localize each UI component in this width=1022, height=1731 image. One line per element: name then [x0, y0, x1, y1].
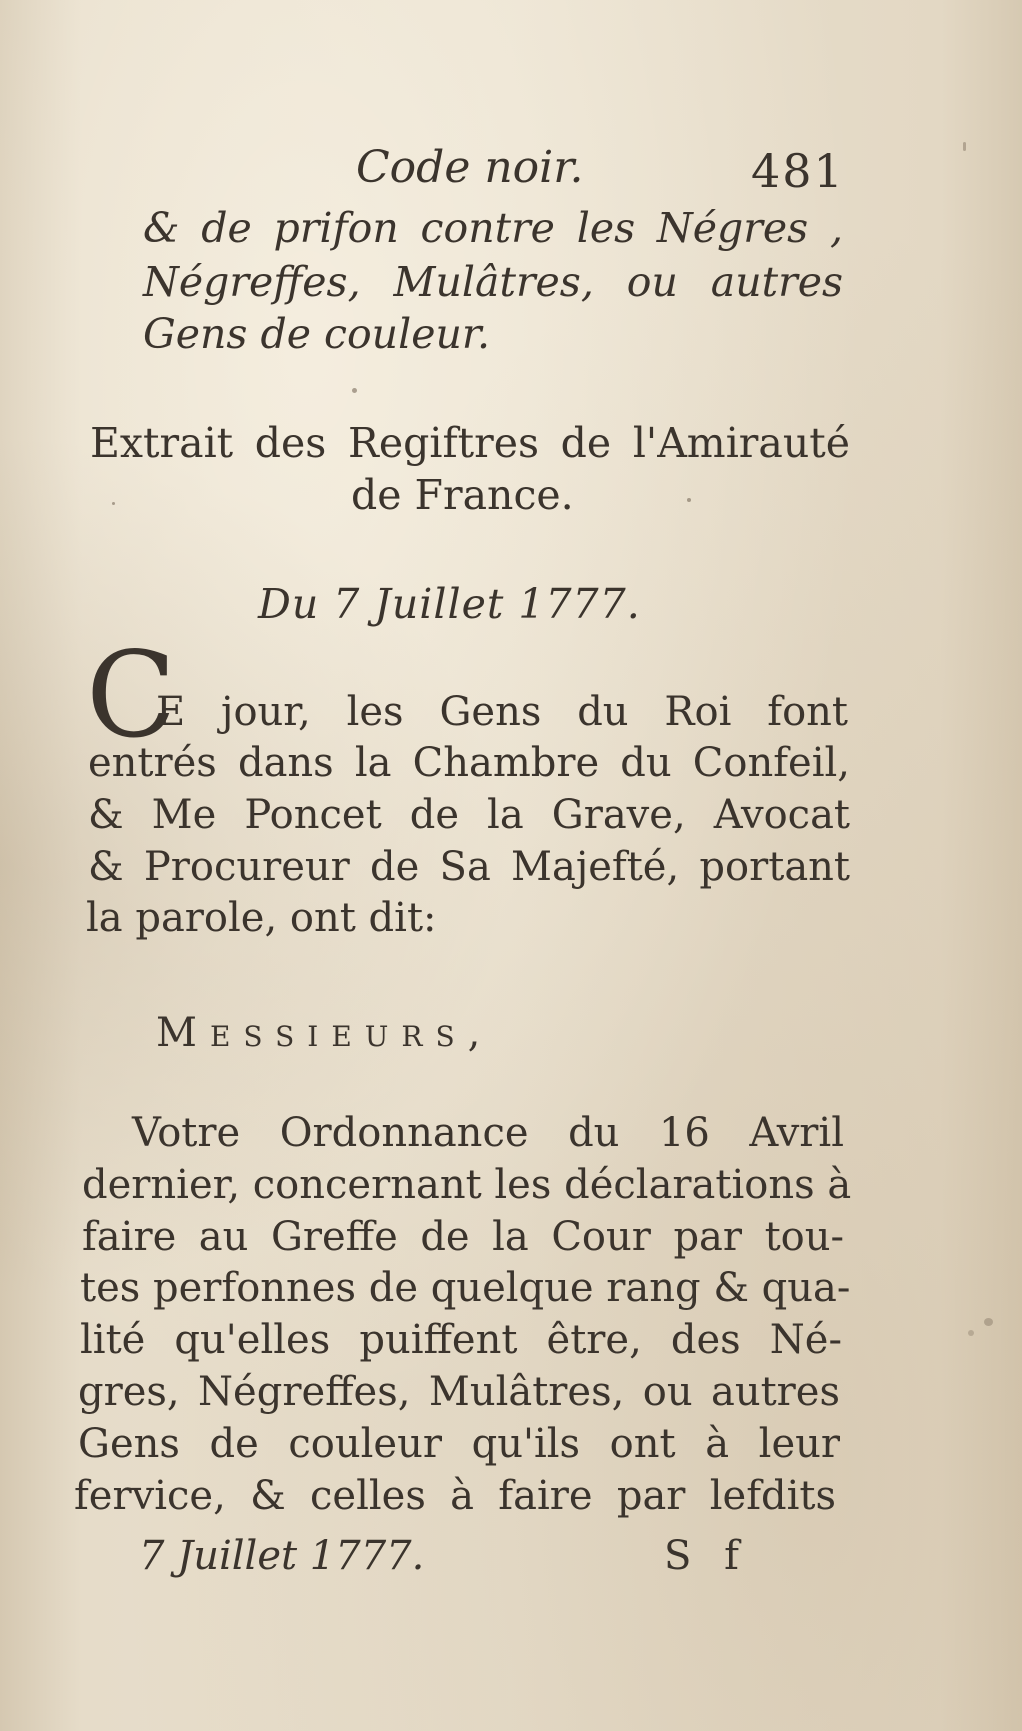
paragraph-line: gres, Négreffes, Mulâtres, ou autres	[78, 1369, 840, 1415]
paragraph-line: tes perfonnes de quelque rang & qua-	[80, 1265, 851, 1311]
paper-speck	[112, 502, 115, 505]
paper-speck	[352, 388, 357, 393]
opening-line: la parole, ont dit:	[86, 895, 437, 941]
running-title: Code noir.	[356, 142, 584, 193]
paragraph-line: dernier, concernant les déclarations à	[82, 1162, 852, 1208]
paper-speck	[984, 1318, 993, 1326]
heading-line: & de prifon contre les Négres ,	[143, 204, 843, 252]
extract-title-line: Extrait des Regiftres de l'Amirauté	[90, 419, 850, 467]
opening-line: entrés dans la Chambre du Confeil,	[88, 740, 850, 786]
opening-line: & Procureur de Sa Majefté, portant	[88, 844, 850, 890]
paper-speck	[687, 498, 691, 502]
paragraph-line: Votre Ordonnance du 16 Avril	[132, 1110, 844, 1156]
salutation: Messieurs,	[156, 1010, 494, 1056]
page-number: 481	[751, 144, 845, 198]
footer-date: 7 Juillet 1777.	[139, 1533, 425, 1579]
opening-line: E jour, les Gens du Roi font	[156, 689, 848, 735]
extract-title-line: de France.	[351, 471, 574, 519]
signature-mark: S f	[664, 1533, 749, 1579]
paper-speck	[968, 1330, 974, 1336]
paragraph-line: lité qu'elles puiffent être, des Né-	[80, 1317, 842, 1363]
opening-line: & Me Poncet de la Grave, Avocat	[88, 792, 850, 838]
paragraph-line: faire au Greffe de la Cour par tou-	[82, 1214, 844, 1260]
paragraph-line: fervice, & celles à faire par lefdits	[74, 1473, 836, 1519]
paper-speck	[963, 142, 966, 151]
heading-line: Gens de couleur.	[143, 310, 490, 358]
paragraph-line: Gens de couleur qu'ils ont à leur	[78, 1421, 840, 1467]
date-heading: Du 7 Juillet 1777.	[258, 580, 641, 628]
heading-line: Négreffes, Mulâtres, ou autres	[143, 258, 843, 306]
drop-cap: C	[86, 626, 177, 764]
